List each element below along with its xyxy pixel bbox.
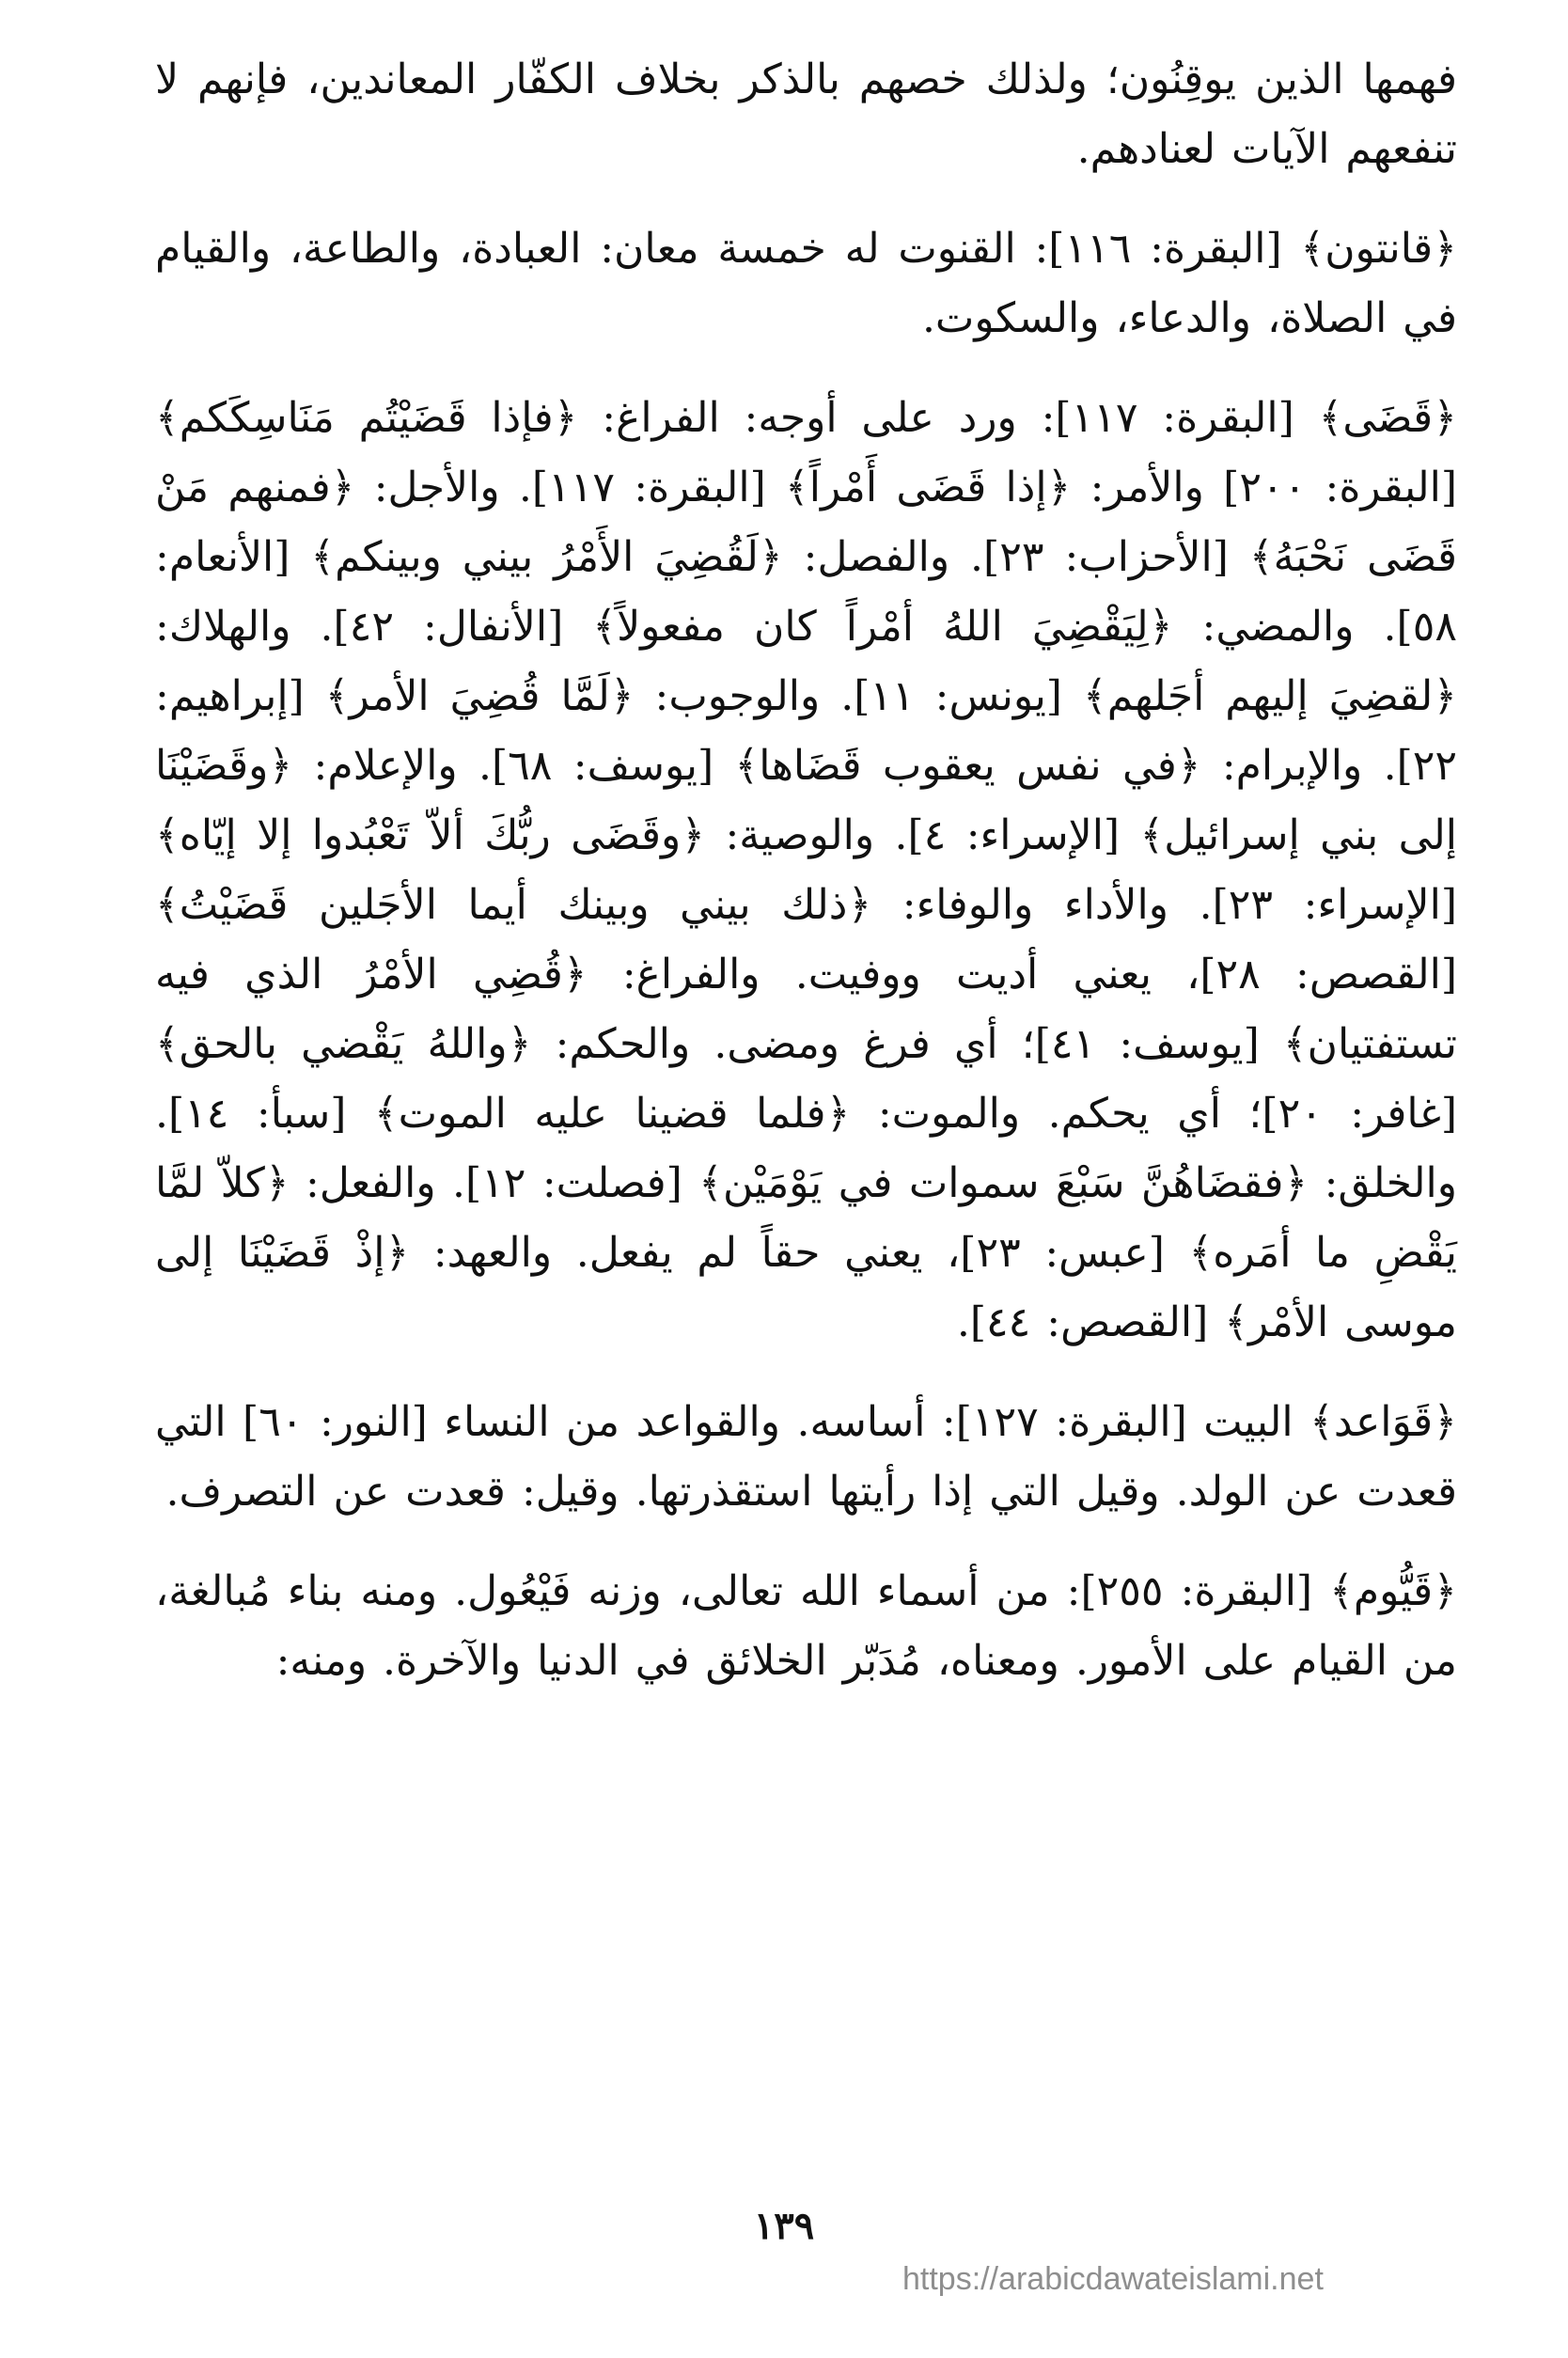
entry-qanitun: ﴿قانتون﴾ [البقرة: ١١٦]: القنوت له خمسة معان: العبادة، والطاعة، والقيام في الصلاة، والدعاء، والسكوت. <box>155 225 1457 342</box>
entry-qayyum: ﴿قَيُّوم﴾ [البقرة: ٢٥٥]: من أسماء الله تعالى، وزنه فَيْعُول. ومنه بناء مُبالغة، من القيام على الأمور. ومعناه، مُدَبّر الخلائق في الدنيا والآخرة. ومنه: <box>155 1567 1457 1685</box>
entry-qawaid: ﴿قَوَاعد﴾ البيت [البقرة: ١٢٧]: أساسه. والقواعد من النساء [النور: ٦٠] التي قعدت عن الولد. وقيل التي إذا رأيتها استقذرتها. وقيل: قعدت عن التصرف. <box>155 1398 1457 1516</box>
body-paragraph-intro: فهمها الذين يوقِنُون؛ ولذلك خصهم بالذكر بخلاف الكفّار المعاندين، فإنهم لا تنفعهم الآيات لعنادهم. <box>155 55 1457 173</box>
source-watermark: https://arabicdawateislami.net <box>902 2261 1324 2297</box>
entry-qada: ﴿قَضَى﴾ [البقرة: ١١٧]: ورد على أوجه: الفراغ: ﴿فإذا قَضَيْتُم مَنَاسِكَكم﴾ [البقرة: ٢٠٠] والأمر: ﴿إذا قَضَى أَمْراً﴾ [البقرة: ١١٧]. والأجل: ﴿فمنهم مَنْ قَضَى نَحْبَهُ﴾ [الأحزاب: ٢٣]. والفصل: ﴿لَقُضِيَ الأَمْرُ بيني وبينكم﴾ [الأنعام: ٥٨]. والمضي: ﴿لِيَقْضِيَ اللهُ أمْراً كان مفعولاً﴾ [الأنفال: ٤٢]. والهلاك: ﴿لقضِيَ إليهم أجَلهم﴾ [يونس: ١١]. والوجوب: ﴿لَمَّا قُضِيَ الأمر﴾ [إبراهيم: ٢٢]. والإبرام: ﴿في نفس يعقوب قَضَاها﴾ [يوسف: ٦٨]. والإعلام: ﴿وقَضَيْنَا إلى بني إسرائيل﴾ [الإسراء: ٤]. والوصية: ﴿وقَضَى ربُّكَ ألاّ تَعْبُدوا إلا إيّاه﴾ [الإسراء: ٢٣]. والأداء والوفاء: ﴿ذلك بيني وبينك أيما الأجَلين قَضَيْتُ﴾ [القصص: ٢٨]، يعني أديت ووفيت. والفراغ: ﴿قُضِي الأمْرُ الذي فيه تستفتيان﴾ [يوسف: ٤١]؛ أي فرغ ومضى. والحكم: ﴿واللهُ يَقْضي بالحق﴾ [غافر: ٢٠]؛ أي يحكم. والموت: ﴿فلما قضينا عليه الموت﴾ [سبأ: ١٤]. والخلق: ﴿فقضَاهُنَّ سَبْعَ سموات في يَوْمَيْن﴾ [فصلت: ١٢]. والفعل: ﴿كلاّ لمَّا يَقْضِ ما أمَره﴾ [عبس: ٢٣]، يعني حقاً لم يفعل. والعهد: ﴿إذْ قَضَيْنَا إلى موسى الأمْر﴾ [القصص: ٤٤]. <box>155 394 1458 1346</box>
page-body-text <box>155 45 1457 1696</box>
page-number: ١٣٩ <box>753 2204 815 2248</box>
